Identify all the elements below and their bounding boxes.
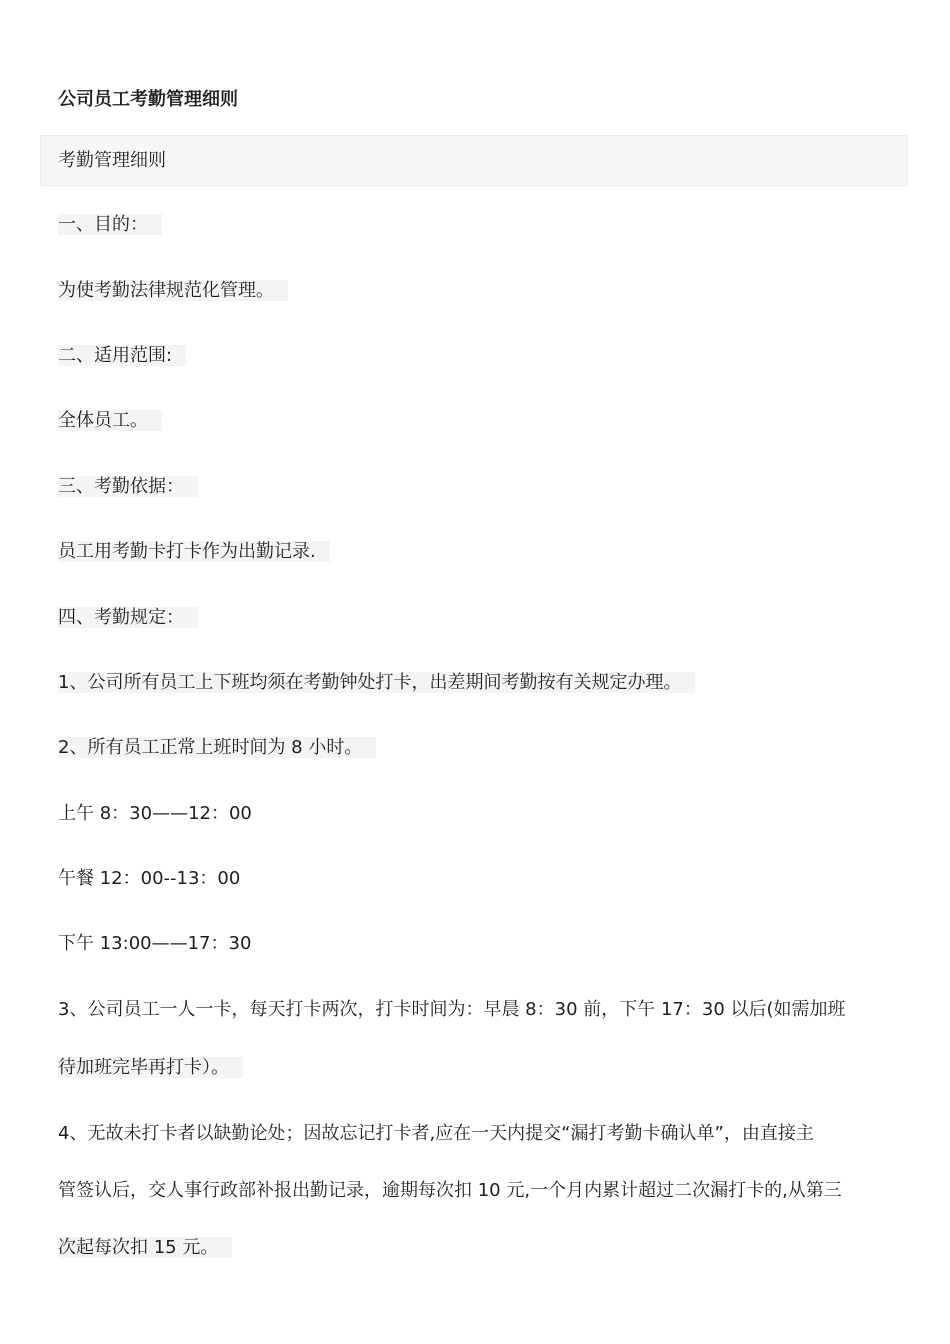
rule-2 [58,734,376,762]
section-heading-scope [58,342,186,370]
schedule-morning [58,800,252,828]
line-text: 管签认后，交人事行政部补报出勤记录，逾期每次扣 10 元,一个月内累计超过二次漏打卡的,从第三 [58,1180,842,1201]
section-heading-rules [58,604,198,632]
document-title: 公司员工考勤管理细则 [58,89,238,110]
line-text: 3、公司员工一人一卡，每天打卡两次，打卡时间为：早晨 8：30 前，下午 17：30 以后(如需加班 [58,999,846,1020]
subtitle-text: 考勤管理细则 [58,150,166,171]
line-text: 为使考勤法律规范化管理。 [58,280,288,301]
line-text: 全体员工。 [58,410,162,431]
rule-1 [58,669,695,697]
paragraph-basis [58,538,330,566]
line-text: 三、考勤依据： [58,476,198,497]
line-text: 次起每次扣 15 元。 [58,1237,232,1258]
line-text: 午餐 12：00--13：00 [58,868,241,889]
rule-3-line-2 [58,1054,243,1082]
line-text: 待加班完毕再打卡）。 [58,1057,243,1078]
line-text: 1、公司所有员工上下班均须在考勤钟处打卡，出差期间考勤按有关规定办理。 [58,672,695,693]
line-text: 一、目的： [58,214,162,235]
rule-4-line-3 [58,1234,232,1262]
paragraph-scope [58,407,162,435]
rule-3-line-1 [58,996,846,1024]
line-text: 4、无故未打卡者以缺勤论处；因故忘记打卡者,应在一天内提交“漏打考勤卡确认单”，由直接主 [58,1123,814,1144]
rule-4-line-2 [58,1177,842,1205]
section-heading-basis [58,473,198,501]
line-text: 员工用考勤卡打卡作为出勤记录. [58,541,330,562]
line-text: 上午 8：30——12：00 [58,803,252,824]
rule-4-line-1 [58,1120,814,1148]
schedule-afternoon [58,930,251,958]
line-text: 2、所有员工正常上班时间为 8 小时。 [58,737,376,758]
line-text: 二、适用范围: [58,345,186,366]
section-heading-purpose [58,211,162,239]
line-text: 下午 13:00——17：30 [58,933,252,954]
paragraph-purpose [58,277,288,305]
subtitle-box [40,135,908,186]
schedule-lunch [58,865,240,893]
line-text: 四、考勤规定： [58,607,198,628]
